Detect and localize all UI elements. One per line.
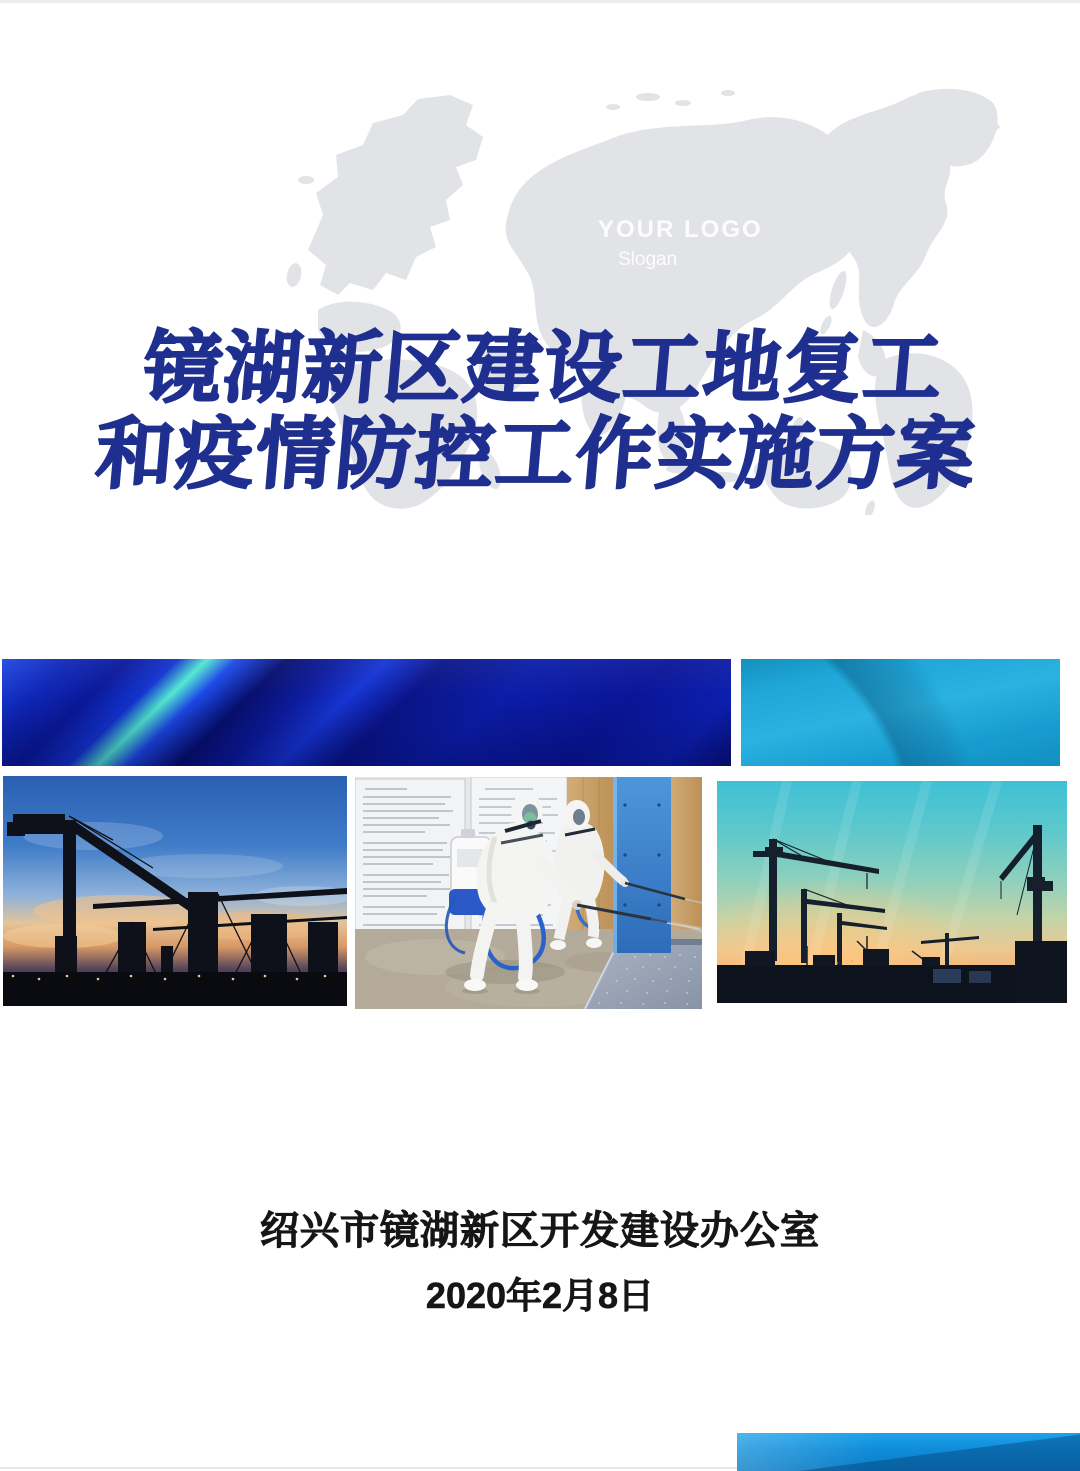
photo-disinfection-workers [355, 777, 702, 1009]
photo-construction-sunset-image [3, 776, 347, 1006]
bottom-blue-bar [737, 1433, 1080, 1471]
photo-construction-dusk-image [717, 781, 1067, 1003]
footer-organization: 绍兴市镜湖新区开发建设办公室 [259, 1210, 820, 1253]
map-watermark-slogan-text: Slogan [618, 249, 678, 270]
footer [0, 1200, 1080, 1319]
title-line-2: 和疫情防控工作实施方案 [92, 409, 981, 498]
top-hairline [0, 0, 1080, 3]
photo-disinfection-workers-image [355, 777, 702, 1009]
photo-construction-dusk [717, 781, 1067, 1003]
cyan-gradient-banner-right [741, 659, 1060, 766]
blue-gradient-banner-left [2, 659, 731, 766]
cover-title [0, 326, 1080, 498]
photo-construction-sunset [3, 776, 347, 1006]
title-line-1: 镜湖新区建设工地复工 [139, 324, 948, 412]
map-watermark-logo-text: YOUR LOGO [598, 216, 763, 243]
footer-date: 2020年2月8日 [425, 1275, 655, 1316]
